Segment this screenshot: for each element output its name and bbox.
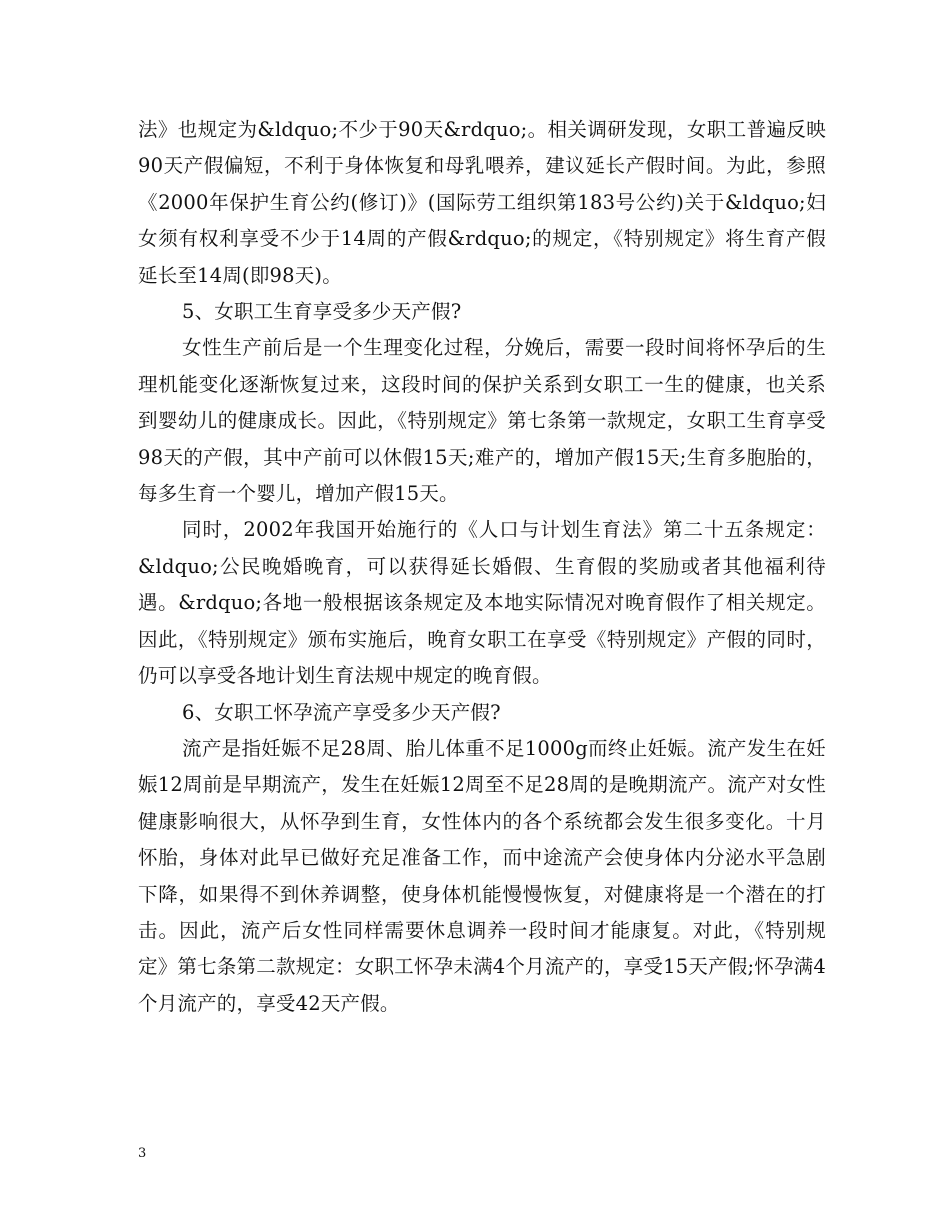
heading-question-6: 6、女职工怀孕流产享受多少天产假? [182,700,501,724]
page-number: 3 [138,1146,147,1161]
paragraph-miscarriage-leave: 流产是指妊娠不足28周、胎儿体重不足1000g而终止妊娠。流产发生在妊娠12周前是早期流产，发生在妊娠12周至不足28周的是晚期流产。流产对女性健康影响很大，从怀孕到生育，女性体内的各个系统都会发生很多变化。十月怀胎，身体对此早已做好充足准备工作，而中途流产会使身体内分泌水平急剧下降，如果得不到休养调整，使身体机能慢慢恢复，对健康将是一个潜在的打击。因此，流产后女性同样需要休息调养一段时间才能康复。对此，《特别规定》第七条第二款规定：女职工怀孕未满4个月流产的，享受15天产假;怀孕满4个月流产的，享受42天产假。 [138,736,826,1015]
paragraph-maternity-leave-extension: 法》也规定为&ldquo;不少于90天&rdquo;。相关调研发现，女职工普遍反映90天产假偏短，不利于身体恢复和母乳喂养，建议延长产假时间。为此，参照《2000年保护生育公约(修订)》(国际劳工组织第183号公约)关于&ldquo;妇女须有权利享受不少于14周的产假&rdquo;的规定，《特别规定》将生育产假延长至14周(即98天)。 [138,118,826,287]
heading-question-5: 5、女职工生育享受多少天产假? [182,300,462,324]
paragraph-childbirth-leave: 女性生产前后是一个生理变化过程，分娩后，需要一段时间将怀孕后的生理机能变化逐渐恢复过来，这段时间的保护关系到女职工一生的健康，也关系到婴幼儿的健康成长。因此，《特别规定》第七条第一款规定，女职工生育享受98天的产假，其中产前可以休假15天;难产的，增加产假15天;生育多胞胎的，每多生育一个婴儿，增加产假15天。 [138,336,826,506]
paragraph-late-childbirth-leave: 同时，2002年我国开始施行的《人口与计划生育法》第二十五条规定：&ldquo;公民晚婚晚育，可以获得延长婚假、生育假的奖励或者其他福利待遇。&rdquo;各地一般根据该条规定及本地实际情况对晚育假作了相关规定。因此，《特别规定》颁布实施后，晚育女职工在享受《特别规定》产假的同时，仍可以享受各地计划生育法规中规定的晚育假。 [138,518,826,688]
document-body [138,112,826,1022]
